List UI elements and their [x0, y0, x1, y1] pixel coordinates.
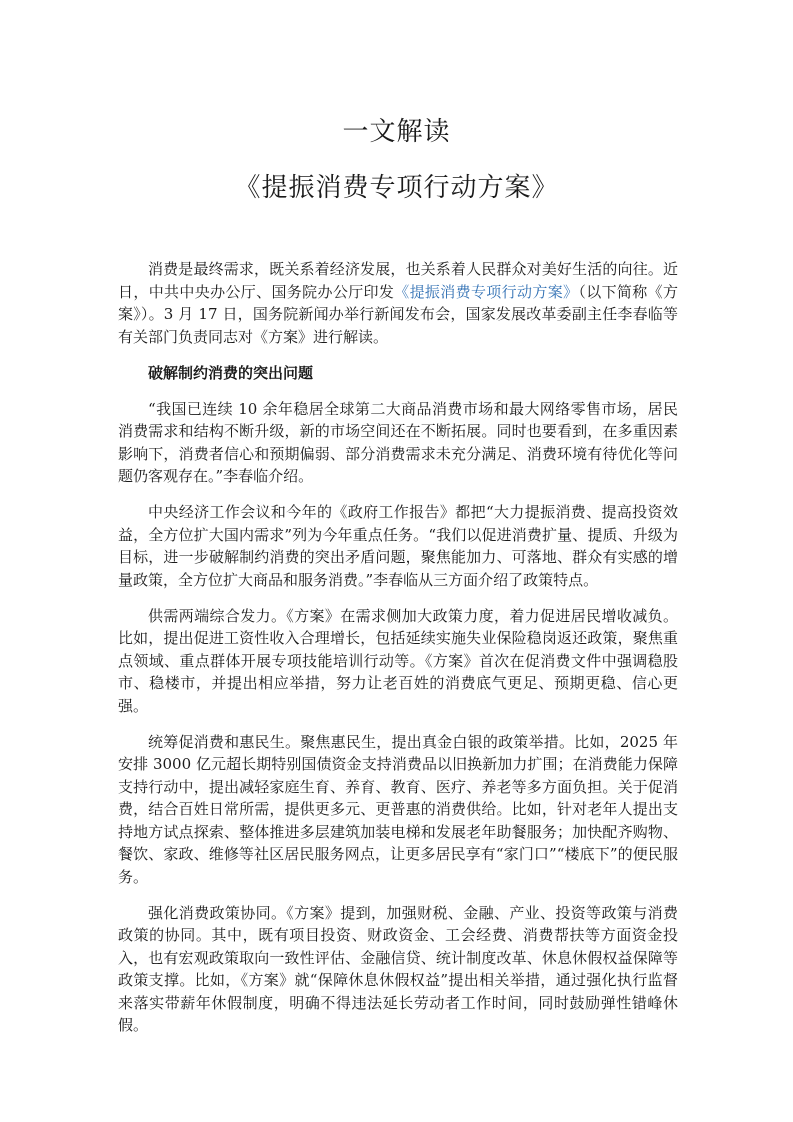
document-title-line-1: 一文解读	[342, 117, 451, 147]
body-paragraph: 统筹促消费和惠民生。聚焦惠民生，提出真金白银的政策举措。比如，2025 年安排 3000 亿元超长期特别国债资金支持消费品以旧换新加力扩围；在消费能力保障支持行动中，提出减轻家庭生育、养育、教育、医疗、养老等多方面负担。关于促消费，结合百姓日常所需，提供更多元、更普惠的消费供给。比如，针对老年人提出支持地方试点探索、整体推进多层建筑加装电梯和发展老年助餐服务；加快配齐购物、餐饮、家政、维修等社区居民服务网点，让更多居民享有“家门口”“楼底下”的便民服务。	[118, 732, 678, 886]
article-body	[118, 258, 678, 1050]
intro-text-part-2: （以下简称《方案》）。3 月 17 日，国务院新闻办举行新闻发布会，国家发展改革委副主任李春临等有关部门负责同志对《方案》进行解读。	[118, 282, 678, 346]
intro-text-part-1: 消费是最终需求，既关系着经济发展，也关系着人民群众对美好生活的向往。近日，中共中央办公厅、国务院办公厅印发	[118, 260, 678, 301]
intro-paragraph	[118, 258, 678, 348]
body-paragraph: 中央经济工作会议和今年的《政府工作报告》都把“大力提振消费、提高投资效益，全方位扩大国内需求”列为今年重点任务。“我们以促进消费扩量、提质、升级为目标，进一步破解制约消费的突出矛盾问题，聚焦能加力、可落地、群众有实感的增量政策，全方位扩大商品和服务消费。”李春临从三方面介绍了政策特点。	[118, 503, 678, 589]
body-paragraph: 供需两端综合发力。《方案》在需求侧加大政策力度，着力促进居民增收减负。比如，提出促进工资性收入合理增长，包括延续实施失业保险稳岗返还政策，聚焦重点领域、重点群体开展专项技能培训行动等。《方案》首次在促消费文件中强调稳股市、稳楼市，并提出相应举措，努力让老百姓的消费底气更足、预期更稳、信心更强。	[118, 606, 678, 715]
body-paragraph: 强化消费政策协同。《方案》提到，加强财税、金融、产业、投资等政策与消费政策的协同。其中，既有项目投资、财政资金、工会经费、消费帮扶等方面资金投入，也有宏观政策取向一致性评估、金融信贷、统计制度改革、休息休假权益保障等政策支撑。比如，《方案》就“保障休息休假权益”提出相关举措，通过强化执行监督来落实带薪年休假制度，明确不得违法延长劳动者工作时间，同时鼓励弹性错峰休假。	[118, 903, 678, 1034]
section-heading: 破解制约消费的突出问题	[148, 363, 314, 382]
body-paragraph: “我国已连续 10 余年稳居全球第二大商品消费市场和最大网络零售市场，居民消费需求和结构不断升级，新的市场空间还在不断拓展。同时也要看到，在多重因素影响下，消费者信心和预期偏弱、部分消费需求未充分满足、消费环境有待优化等问题仍客观存在。”李春临介绍。	[118, 399, 678, 485]
document-title-line-2: 《提振消费专项行动方案》	[234, 173, 559, 203]
plan-title-link[interactable]: 《提振消费专项行动方案》	[394, 282, 579, 301]
